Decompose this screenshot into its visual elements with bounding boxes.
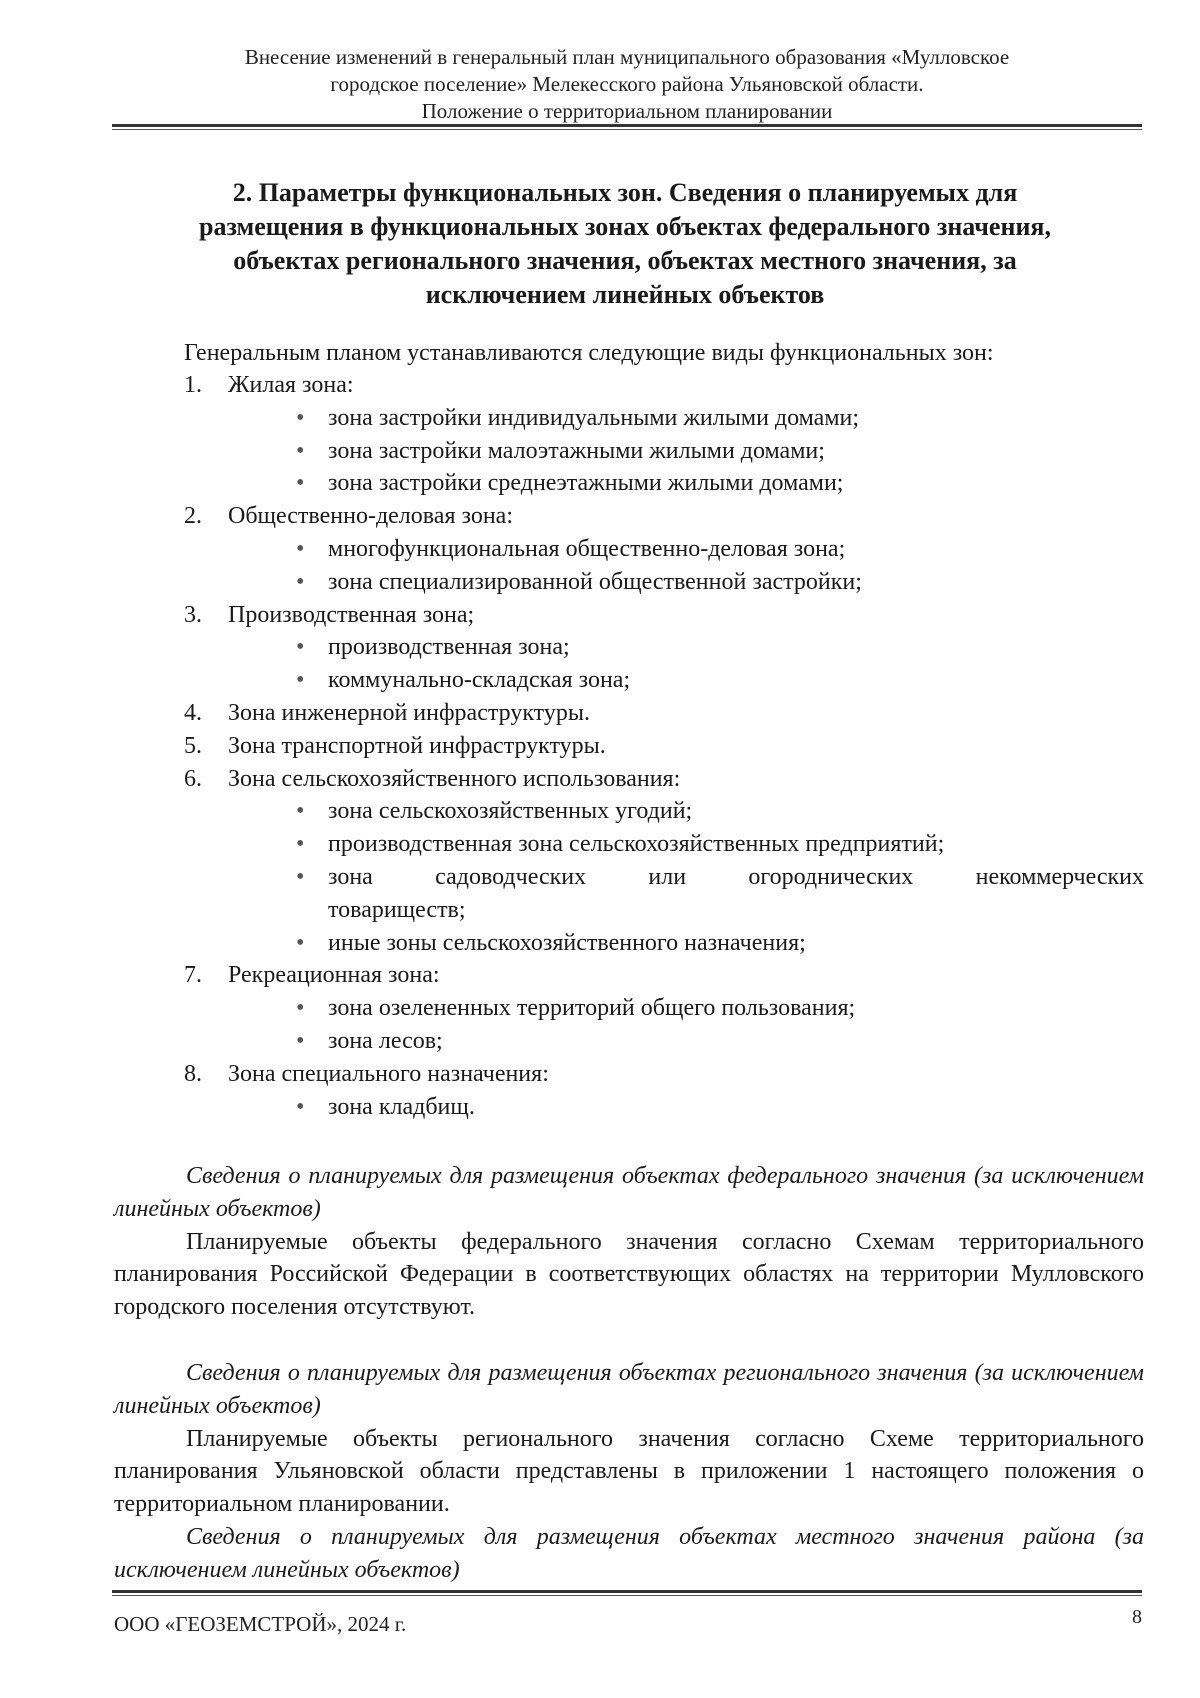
page-number: 8 [1132, 1606, 1142, 1628]
sub-zone-item [184, 631, 1144, 664]
bullet-icon: • [296, 929, 305, 956]
intro-text: Генеральным планом устанавливаются следующие виды функциональных зон: [184, 340, 994, 366]
header-line-2: городское поселение» Мелекесского района Ульяновской области. [330, 72, 924, 96]
zone-item [184, 697, 1144, 730]
sub-zone-label: зона лесов; [328, 1027, 443, 1054]
regional-heading: Сведения о планируемых для размещения объектах регионального значения (за исключением линейных объектов) [114, 1360, 1144, 1419]
zone-number: 1. [184, 372, 202, 398]
zone-label: Рекреационная зона: [228, 962, 440, 989]
header-line-3: Положение о территориальном планировании [421, 99, 833, 123]
document-header [112, 44, 1142, 125]
sub-zone-item [184, 1091, 1144, 1124]
zone-item [184, 599, 1144, 697]
zone-label: Зона сельскохозяйственного использования: [228, 765, 681, 792]
zone-label: Зона специального назначения: [228, 1060, 549, 1087]
bullet-icon: • [296, 568, 305, 595]
sub-zone-item-continuation [184, 894, 1144, 927]
sub-zone-label: зона кладбищ. [328, 1093, 475, 1120]
sub-zone-label: зона застройки малоэтажными жилыми домами; [328, 437, 825, 464]
sub-zone-label: иные зоны сельскохозяйственного назначения; [328, 929, 806, 956]
regional-objects-section [114, 1357, 1144, 1587]
zone-label: Зона транспортной инфраструктуры. [228, 732, 606, 759]
bullet-icon: • [296, 798, 305, 825]
bullet-icon: • [296, 470, 305, 497]
regional-text: Планируемые объекты регионального значения согласно Схеме территориального планирования Ульяновской области представлены в приложении 1 настоящего положения о территориальном планировании. [114, 1425, 1144, 1518]
sub-zone-label: зона сельскохозяйственных угодий; [328, 798, 693, 825]
bullet-icon: • [296, 634, 305, 661]
zone-item [184, 1058, 1144, 1124]
bullet-icon: • [296, 535, 305, 562]
sub-zone-label: зона застройки индивидуальными жилыми домами; [328, 404, 860, 431]
sub-zone-item [184, 533, 1144, 566]
federal-text: Планируемые объекты федерального значения согласно Схемам территориального планирования Российской Федерации в соответствующих областях на территории Мулловского городского поселения отсутствуют. [114, 1228, 1144, 1321]
sub-zone-label: производственная зона; [328, 634, 570, 661]
bullet-icon: • [296, 667, 305, 694]
sub-zone-item [184, 467, 1144, 500]
sub-zone-item [184, 828, 1144, 861]
zone-number: 4. [184, 699, 202, 726]
sub-zone-list [184, 795, 1144, 959]
zone-number: 6. [184, 765, 202, 792]
sub-zone-item [184, 927, 1144, 960]
zone-list [184, 369, 1144, 1123]
zone-item [184, 500, 1144, 598]
sub-zone-item [184, 1025, 1144, 1058]
sub-zone-item [184, 861, 1144, 894]
footer-rule [112, 1590, 1142, 1596]
zone-number: 5. [184, 732, 202, 759]
sub-zone-item [184, 402, 1144, 435]
sub-zone-item [184, 435, 1144, 468]
zone-number: 7. [184, 962, 202, 989]
bullet-icon: • [296, 1027, 305, 1054]
sub-zone-label: многофункциональная общественно-деловая зона; [328, 535, 846, 562]
header-rule [112, 124, 1142, 130]
sub-zone-item [184, 992, 1144, 1025]
sub-zone-list [184, 631, 1144, 697]
section-title: 2. Параметры функциональных зон. Сведения о планируемых для размещения в функциональных зонах объектах федерального значения, объектах регионального значения, объектах местного значения, за исключением линейных объектов [199, 178, 1051, 309]
sub-zone-label: зона садоводческих или огороднических некоммерческих [328, 863, 1144, 890]
federal-objects-section [114, 1160, 1144, 1324]
sub-zone-list [184, 533, 1144, 599]
zone-item [184, 730, 1144, 763]
bullet-icon: • [296, 863, 305, 890]
bullet-icon: • [296, 995, 305, 1022]
sub-zone-list [184, 1091, 1144, 1124]
zone-label: Жилая зона: [228, 372, 354, 398]
zone-label: Производственная зона; [228, 601, 475, 628]
zone-label: Зона инженерной инфраструктуры. [228, 699, 590, 726]
bullet-icon: • [296, 404, 305, 431]
sub-zone-list [184, 402, 1144, 500]
header-line-1: Внесение изменений в генеральный план муниципального образования «Мулловское [244, 45, 1010, 69]
zone-number: 3. [184, 601, 202, 628]
zone-item [184, 763, 1144, 960]
zone-item [184, 959, 1144, 1057]
federal-heading: Сведения о планируемых для размещения объектах федерального значения (за исключением линейных объектов) [114, 1163, 1144, 1222]
zone-number: 2. [184, 503, 202, 530]
zone-item [184, 369, 1144, 500]
sub-zone-item [184, 795, 1144, 828]
local-heading: Сведения о планируемых для размещения объектах местного значения района (за исключением линейных объектов) [114, 1523, 1144, 1583]
sub-zone-list [184, 992, 1144, 1058]
sub-zone-label: зона озелененных территорий общего пользования; [328, 995, 856, 1022]
sub-zone-label: товариществ; [328, 896, 466, 923]
sub-zone-label: коммунально-складская зона; [328, 667, 631, 694]
bullet-icon: • [296, 1093, 305, 1120]
sub-zone-item [184, 664, 1144, 697]
sub-zone-label: зона специализированной общественной застройки; [328, 568, 862, 595]
zone-number: 8. [184, 1060, 202, 1087]
bullet-icon: • [296, 437, 305, 464]
zone-label: Общественно-деловая зона: [228, 503, 513, 530]
sub-zone-label: производственная зона сельскохозяйственных предприятий; [328, 831, 945, 858]
footer-company: ООО «ГЕОЗЕМСТРОЙ», 2024 г. [114, 1612, 407, 1636]
sub-zone-label: зона застройки среднеэтажными жилыми домами; [328, 470, 844, 497]
sub-zone-item [184, 566, 1144, 599]
bullet-icon: • [296, 831, 305, 858]
